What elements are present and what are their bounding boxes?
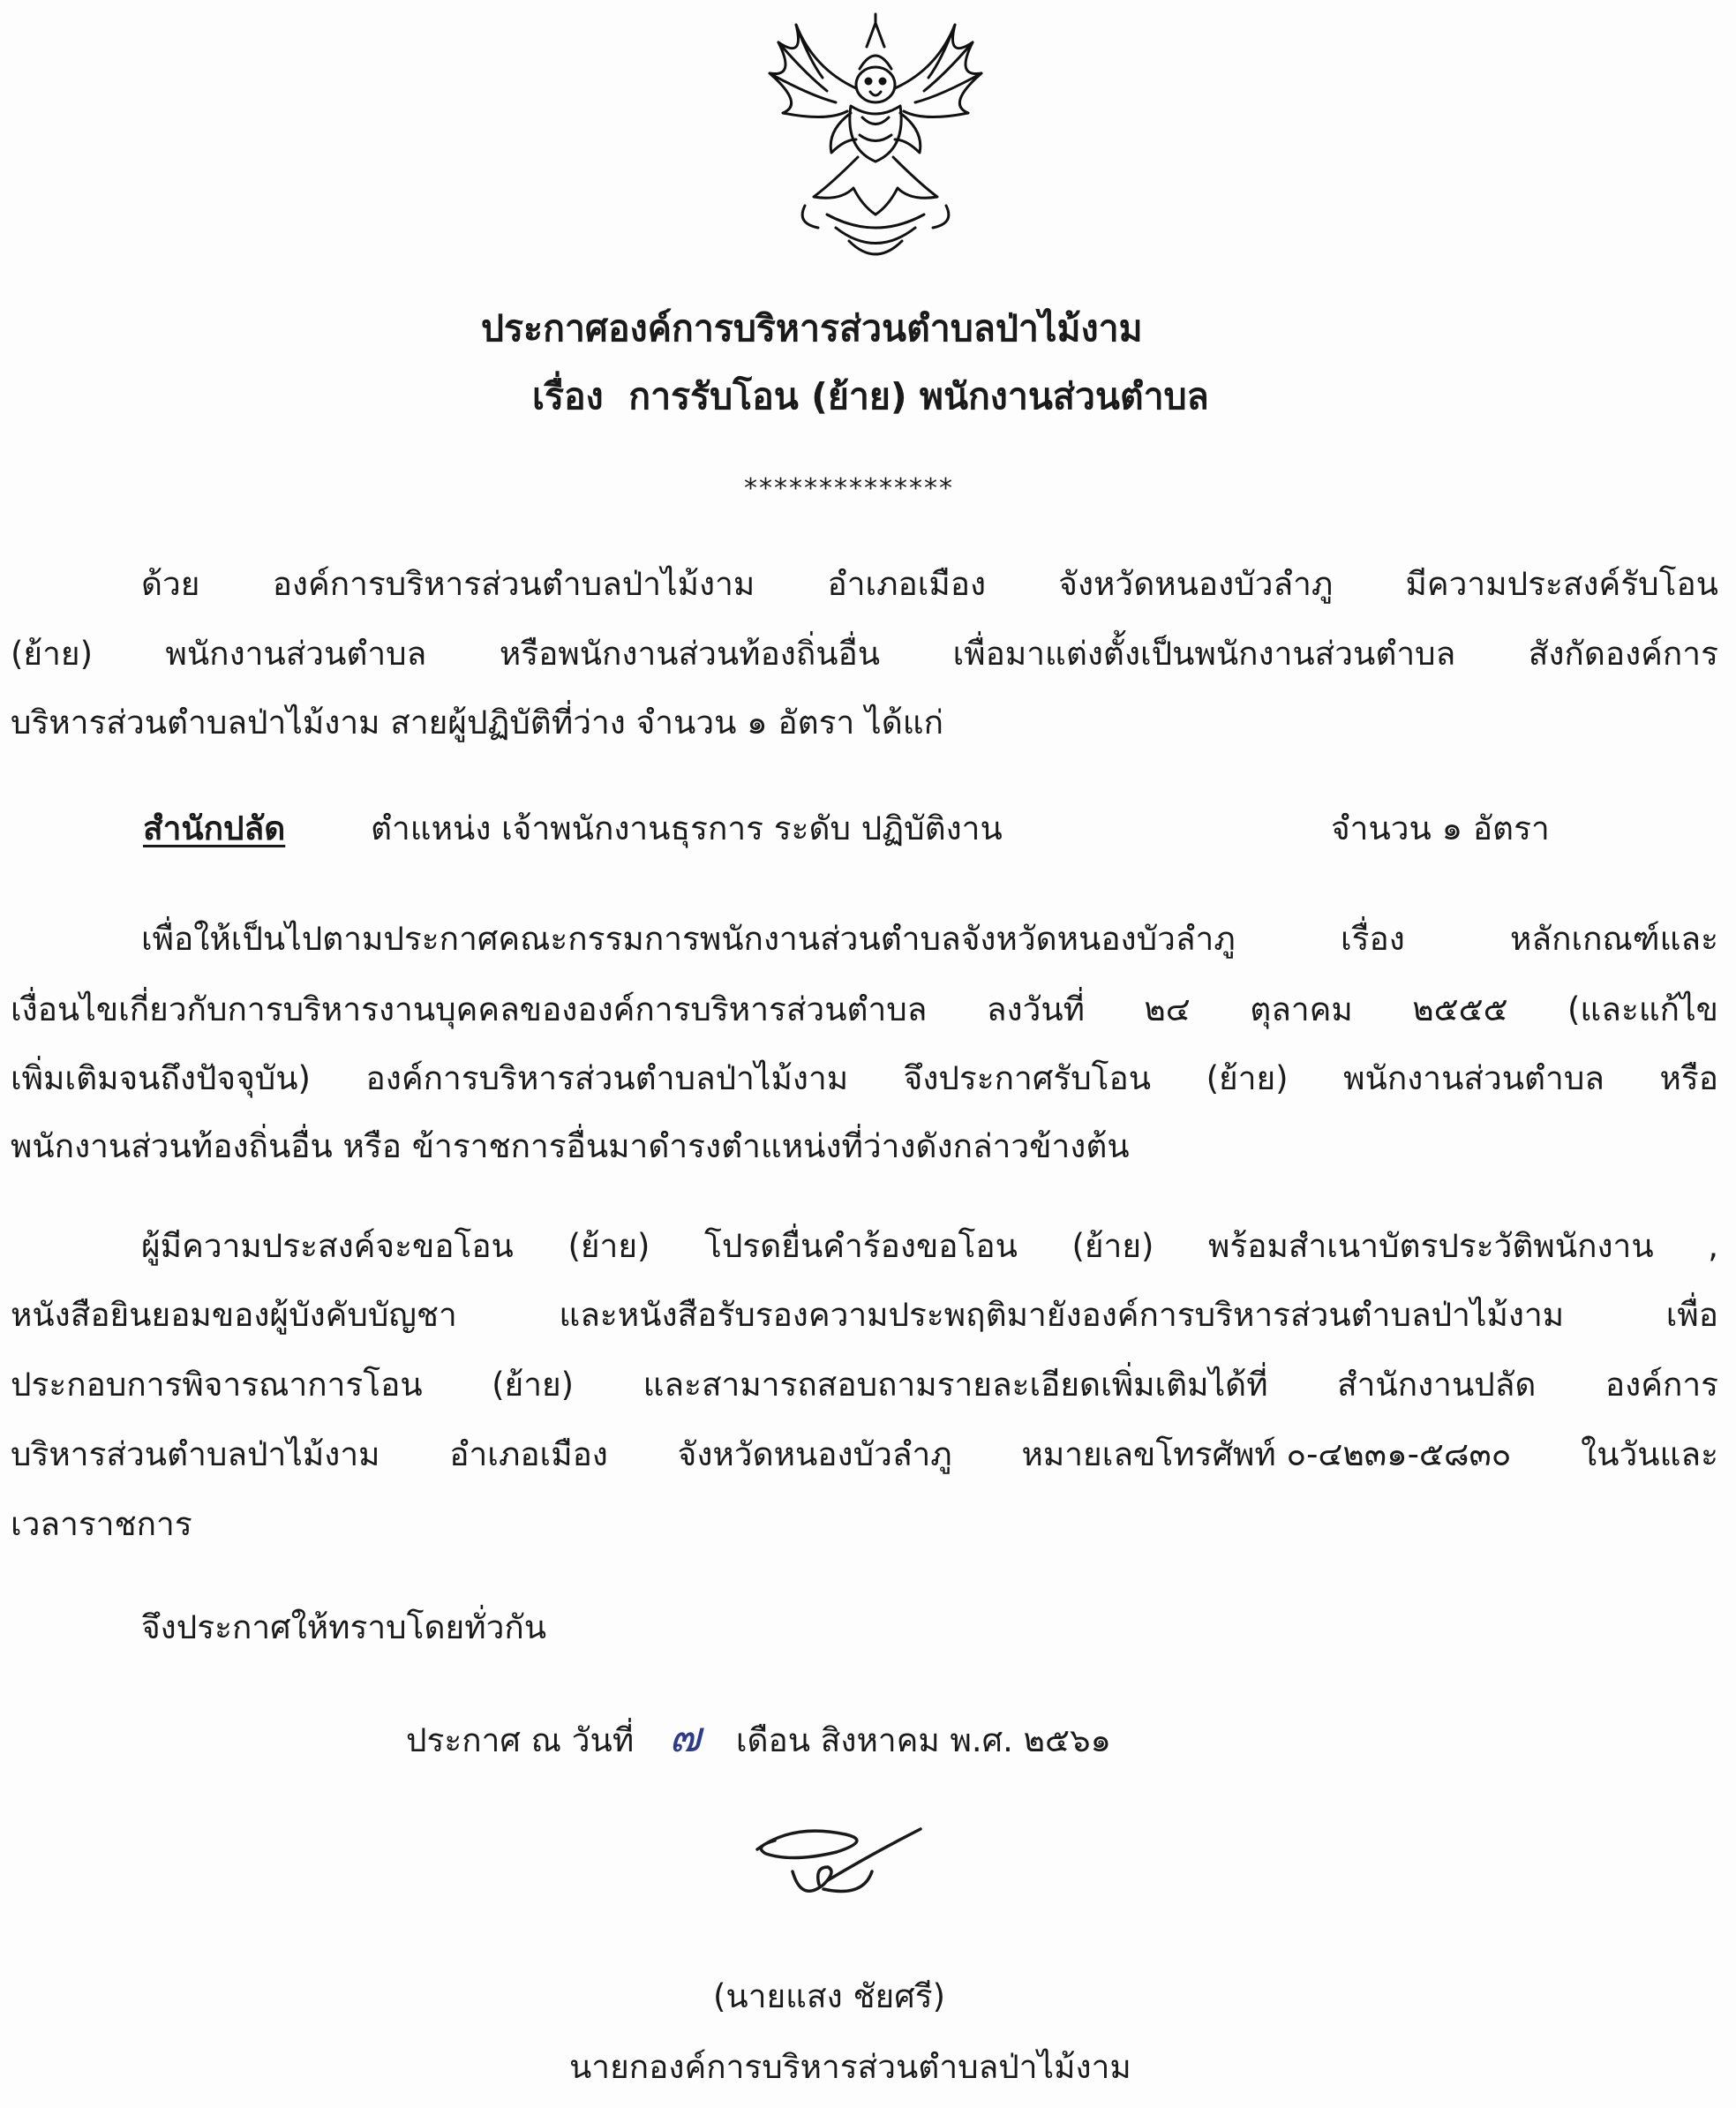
text-segment: อำเภอเมือง xyxy=(827,565,987,603)
text-segment: เพื่อให้เป็นไปตามประกาศคณะกรรมการพนักงานส่วนตำบลจังหวัดหนองบัวลำภู xyxy=(141,920,1236,958)
announcement-date xyxy=(406,1713,1112,1762)
text-segment: เรื่อง xyxy=(1340,920,1405,958)
text-segment: (ย้าย) xyxy=(567,1227,650,1265)
text-segment: ลงวันที่ xyxy=(986,990,1086,1028)
text-segment: โปรดยื่นคำร้องขอโอน xyxy=(704,1227,1018,1265)
text-segment: จึงประกาศรับโอน xyxy=(903,1059,1152,1097)
text-segment: (ย้าย) xyxy=(11,635,94,673)
announcement-title: ประกาศองค์การบริหารส่วนตำบลป่าไม้งาม xyxy=(481,307,1143,350)
date-suffix: เดือน สิงหาคม พ.ศ. ๒๕๖๑ xyxy=(735,1721,1112,1759)
text-segment: (ย้าย) xyxy=(1071,1227,1154,1265)
text-segment: จังหวัดหนองบัวลำภู xyxy=(677,1435,952,1473)
para3-line5: เวลาราชการ xyxy=(11,1505,192,1543)
text-segment: บริหารส่วนตำบลป่าไม้งาม xyxy=(11,1435,380,1473)
text-segment: จังหวัดหนองบัวลำภู xyxy=(1058,565,1334,603)
department-name: สำนักปลัด xyxy=(143,809,286,847)
para2-line1 xyxy=(141,918,1718,960)
text-segment: หมายเลขโทรศัพท์ ๐-๔๒๓๑-๕๘๓๐ xyxy=(1021,1435,1512,1473)
text-segment: ๒๕๕๕ xyxy=(1412,990,1508,1028)
para3-line2 xyxy=(11,1294,1718,1336)
para2-line3 xyxy=(11,1058,1718,1100)
text-segment: อำเภอเมือง xyxy=(449,1435,608,1473)
separator-stars: ************** xyxy=(744,473,954,504)
text-segment: ด้วย xyxy=(141,565,200,603)
para1-line1 xyxy=(141,563,1718,606)
date-day: ๗ xyxy=(668,1713,702,1762)
text-segment: ผู้มีความประสงค์จะขอโอน xyxy=(141,1227,514,1265)
para1-line3: บริหารส่วนตำบลป่าไม้งาม สายผู้ปฏิบัติที่ว่าง จำนวน ๑ อัตรา ได้แก่ xyxy=(11,704,943,742)
text-segment: และหนังสือรับรองความประพฤติมายังองค์การบริหารส่วนตำบลป่าไม้งาม xyxy=(559,1296,1565,1334)
text-segment: พร้อมสำเนาบัตรประวัติพนักงาน xyxy=(1208,1227,1654,1265)
text-segment: หนังสือยินยอมของผู้บังคับบัญชา xyxy=(11,1296,457,1334)
text-segment: สังกัดองค์การ xyxy=(1528,635,1718,673)
signatory-name: (นายแสง ชัยศรี) xyxy=(713,1977,946,2015)
text-segment: หรือพนักงานส่วนท้องถิ่นอื่น xyxy=(499,635,881,673)
text-segment: ตุลาคม xyxy=(1250,990,1353,1028)
text-segment: หรือ xyxy=(1659,1059,1718,1097)
text-segment: เงื่อนไขเกี่ยวกับการบริหารงานบุคคลขององค์การบริหารส่วนตำบล xyxy=(11,990,928,1028)
text-segment: (ย้าย) xyxy=(492,1366,575,1404)
date-prefix: ประกาศ ณ วันที่ xyxy=(406,1721,635,1759)
text-segment: เพื่อ xyxy=(1665,1296,1718,1334)
subject-text: การรับโอน (ย้าย) พนักงานส่วนตำบล xyxy=(628,375,1209,418)
announcement-subject xyxy=(532,375,1209,418)
text-segment: (และแก้ไข xyxy=(1567,990,1718,1028)
para3-line4 xyxy=(11,1434,1718,1476)
text-segment: , xyxy=(1708,1227,1718,1265)
text-segment: ในวันและ xyxy=(1581,1435,1718,1473)
text-segment: ๒๔ xyxy=(1144,990,1191,1028)
text-segment: องค์การ xyxy=(1604,1366,1718,1404)
closing-statement: จึงประกาศให้ทราบโดยทั่วกัน xyxy=(141,1608,547,1646)
text-segment: สำนักงานปลัด xyxy=(1337,1366,1537,1404)
text-segment: และสามารถสอบถามรายละเอียดเพิ่มเติมได้ที่ xyxy=(643,1366,1268,1404)
para1-line2 xyxy=(11,633,1718,675)
text-segment: เพิ่มเติมจนถึงปัจจุบัน) xyxy=(11,1059,311,1097)
garuda-emblem-icon xyxy=(743,7,1008,272)
text-segment: มีความประสงค์รับโอน xyxy=(1405,565,1718,603)
para2-line4: พนักงานส่วนท้องถิ่นอื่น หรือ ข้าราชการอื่นมาดำรงตำแหน่งที่ว่างดังกล่าวข้างต้น xyxy=(11,1127,1130,1165)
signature-mark xyxy=(740,1818,943,1916)
para3-line1 xyxy=(141,1225,1718,1268)
text-segment: พนักงานส่วนตำบล xyxy=(1343,1059,1604,1097)
para2-line2 xyxy=(11,989,1718,1031)
position-quota: จำนวน ๑ อัตรา xyxy=(1331,809,1550,847)
signatory-position: นายกองค์การบริหารส่วนตำบลป่าไม้งาม xyxy=(569,2048,1131,2086)
text-segment: (ย้าย) xyxy=(1206,1059,1289,1097)
position-title: ตำแหน่ง เจ้าพนักงานธุรการ ระดับ ปฏิบัติงาน xyxy=(371,809,1003,847)
text-segment: เพื่อมาแต่งตั้งเป็นพนักงานส่วนตำบล xyxy=(952,635,1456,673)
text-segment: หลักเกณฑ์และ xyxy=(1510,920,1718,958)
text-segment: ประกอบการพิจารณาการโอน xyxy=(11,1366,423,1404)
text-segment: พนักงานส่วนตำบล xyxy=(165,635,427,673)
para3-line3 xyxy=(11,1364,1718,1406)
text-segment: องค์การบริหารส่วนตำบลป่าไม้งาม xyxy=(272,565,755,603)
text-segment: องค์การบริหารส่วนตำบลป่าไม้งาม xyxy=(365,1059,849,1097)
subject-label: เรื่อง xyxy=(532,375,604,418)
